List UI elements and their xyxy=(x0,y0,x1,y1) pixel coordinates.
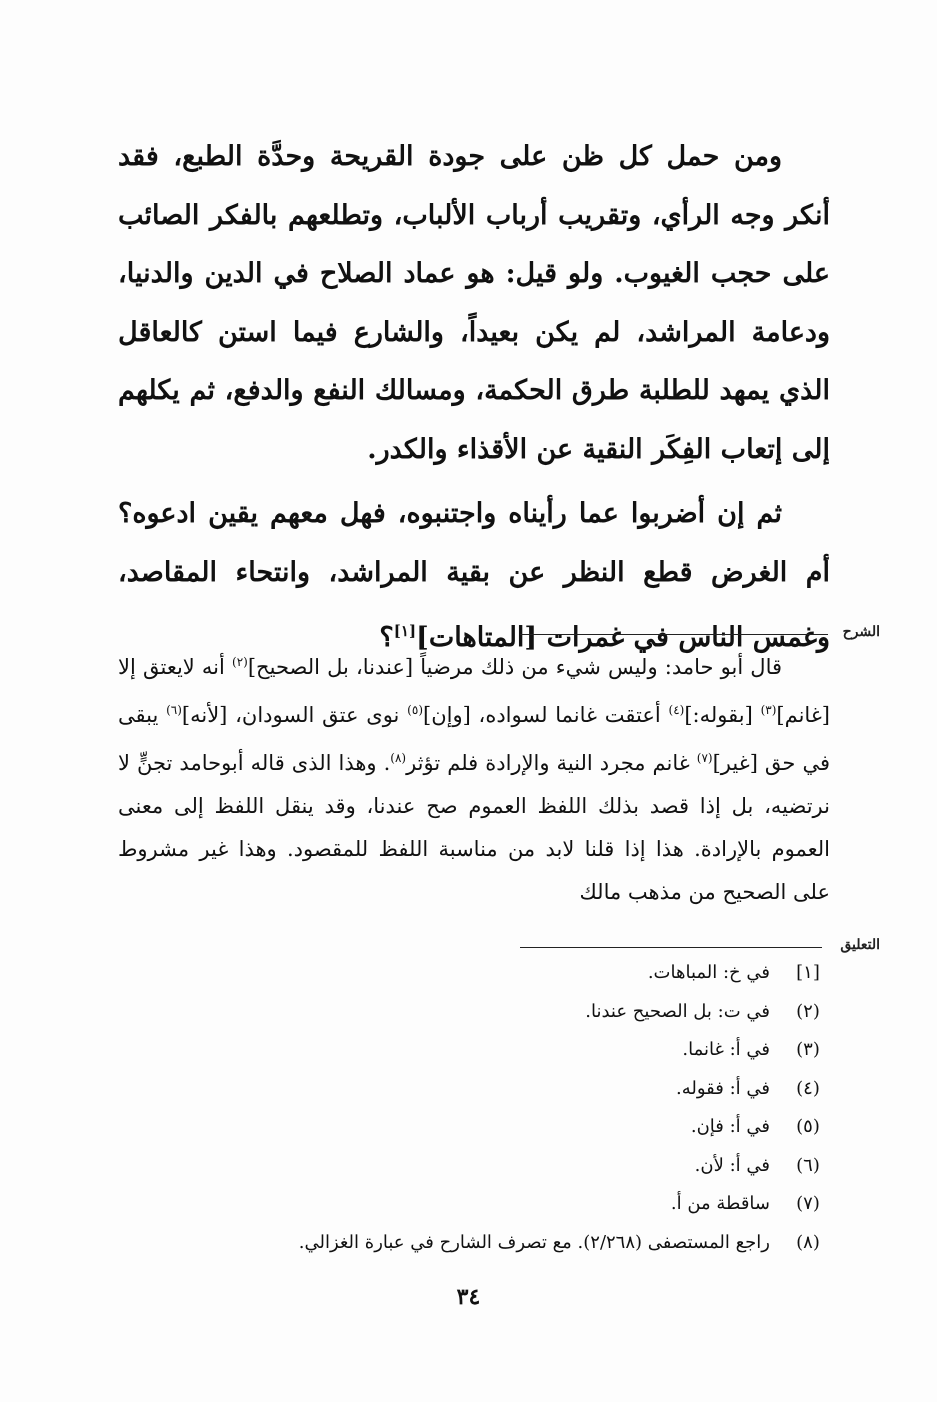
footnote-item xyxy=(150,1070,830,1109)
footnote-item xyxy=(150,954,830,993)
footnote-text: في أ: فإن. xyxy=(690,1116,770,1137)
footnote-item xyxy=(150,1108,830,1147)
footnote-number: (٦) xyxy=(796,1154,820,1176)
footnote-item xyxy=(150,993,830,1032)
footnote-ref-7: (٧) xyxy=(696,751,713,765)
commentary-segment: غانم مجرد النية والإرادة فلم تؤثر xyxy=(406,751,697,775)
footnote-ref-3: (٣) xyxy=(760,703,777,717)
footnote-number: (٨) xyxy=(796,1231,820,1253)
footnote-ref-2: (٢) xyxy=(232,655,248,669)
commentary-divider xyxy=(520,634,828,635)
commentary-text xyxy=(118,641,830,914)
main-paragraph-2-text: ثم إن أضربوا عما رأيناه واجتنبوه، فهل معهم يقين ادعوه؟ أم الغرض قطع النظر عن بقية المراشد، وانتحاء المقاصد، وغمس الناس في غمرات [المتاهات] xyxy=(118,498,830,653)
notes-section-label: التعليق xyxy=(840,937,880,953)
footnote-item xyxy=(150,1185,830,1224)
footnote-item xyxy=(150,1224,830,1263)
commentary-segment: قال أبو حامد: وليس شيء من ذلك مرضياً [عندنا، بل الصحيح] xyxy=(247,655,783,679)
commentary-section-label: الشرح xyxy=(842,624,880,640)
footnote-number: (٣) xyxy=(796,1039,820,1060)
commentary-segment: نوى عتق السودان، [لأنه] xyxy=(181,703,408,727)
page-number: ٣٤ xyxy=(456,1284,481,1310)
footnote-text: في خ: المباهات. xyxy=(647,962,770,983)
footnotes-list xyxy=(150,954,830,1262)
footnote-number: (٥) xyxy=(796,1116,820,1137)
footnote-text: في ت: بل الصحيح عندنا. xyxy=(585,1000,770,1022)
commentary-segment: . وهذا الذى قاله أبوحامد تجنٍّ لا نرتضيه، بل إذا قصد بذلك اللفظ العموم صح عندنا، وقد ينقل اللفظ إلى معنى العموم بالإرادة. هذا إذا قلنا لابد من مناسبة اللفظ للمقصود. وهذا غير مشروط على الصحيح من مذهب مالك xyxy=(118,751,830,904)
footnote-number: (٧) xyxy=(796,1193,820,1214)
footnote-item xyxy=(150,1147,830,1186)
footnote-number: (٤) xyxy=(796,1077,820,1099)
footnote-ref-5: (٥) xyxy=(407,703,423,717)
footnote-item xyxy=(150,1031,830,1070)
footnote-number: [١] xyxy=(796,962,820,983)
footnote-text: في أ: غانما. xyxy=(682,1039,770,1060)
commentary-segment: أنه لايعتق إلا [غانم] xyxy=(118,655,830,727)
footnote-text: في أ: لأن. xyxy=(694,1154,770,1176)
footnote-ref-6: (٦) xyxy=(166,703,182,717)
footnote-text: في أ: فقوله. xyxy=(676,1077,770,1099)
footnote-text: ساقطة من أ. xyxy=(670,1193,770,1214)
footnote-ref-4: (٤) xyxy=(668,703,685,717)
commentary-segment: أعتقت غانما لسواده، [وإن] xyxy=(423,703,669,727)
footnote-ref-1: [١] xyxy=(393,622,417,640)
footnote-number: (٢) xyxy=(796,1000,820,1022)
footnote-ref-8: (٨) xyxy=(390,751,407,765)
commentary-segment: يبقى في حق [غير] xyxy=(118,703,830,775)
footnote-text: راجع المستصفى (٢/٢٦٨). مع تصرف الشارح في عبارة الغزالي. xyxy=(298,1231,770,1253)
main-paragraph-2-end: ؟ xyxy=(379,622,394,653)
notes-divider xyxy=(520,947,822,948)
commentary-paragraph xyxy=(118,641,830,914)
commentary-segment: [بقوله:] xyxy=(684,703,761,727)
main-paragraph-1: ومن حمل كل ظن على جودة القريحة وحدَّة الطبع، فقد أنكر وجه الرأي، وتقريب أرباب الألباب، وتطلعهم بالفكر الصائب على حجب الغيوب. ولو قيل: هو عماد الصلاح في الدين والدنيا، ودعامة المراشد، لم يكن بعيداً، والشارع فيما استن كالعاقل الذي يمهد للطلبة طرق الحكمة، ومسالك النفع والدفع، ثم يكلهم إلى إتعاب الفِكَر النقية عن الأقذاء والكدر. xyxy=(118,141,830,465)
main-text xyxy=(118,128,830,668)
